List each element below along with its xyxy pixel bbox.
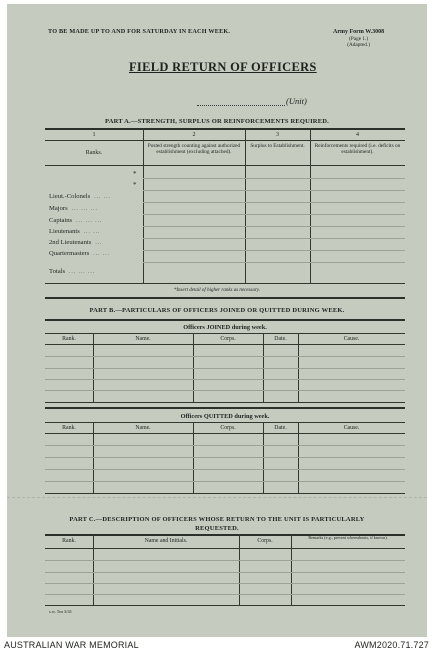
rank-row: Lieutenants ... ... <box>49 228 101 235</box>
joined-col-date: Date. <box>274 336 287 342</box>
part-c-heading-line1: PART C.—DESCRIPTION OF OFFICERS WHOSE RETURN TO THE UNIT IS PARTICULARLY <box>69 516 365 523</box>
joined-col-cause: Cause. <box>343 336 360 342</box>
rank-label: 2nd Lieutenants <box>49 239 92 246</box>
col-number-2: 2 <box>192 132 196 138</box>
part-c-heading <box>17 515 417 533</box>
part-a-bottom-rule <box>45 283 405 284</box>
part-a-row-rule <box>143 238 405 239</box>
rank-row: 2nd Lieutenants ... <box>49 239 103 246</box>
joined-heading: Officers JOINED during week. <box>183 324 267 331</box>
part-c-row-rule <box>45 572 405 573</box>
joined-col-name: Name. <box>135 336 151 342</box>
part-a-row-rule <box>143 190 405 191</box>
form-page: (Page 1.) <box>349 36 369 42</box>
part-a-col-divider-2 <box>245 128 246 284</box>
part-c-col-name: Name and Initials. <box>144 538 188 544</box>
rank-row: Captains ... ... ... <box>49 217 103 224</box>
col-number-4: 4 <box>356 132 359 138</box>
quitted-col-rank: Rank. <box>62 425 76 431</box>
higher-rank-asterisk: * <box>133 170 137 178</box>
part-a-row-rule <box>143 250 405 251</box>
part-b-heading: PART B.—PARTICULARS OF OFFICERS JOINED OR QUITTED DURING WEEK. <box>89 307 345 314</box>
quitted-col-date: Date. <box>274 425 287 431</box>
quitted-heading-rule <box>45 422 405 423</box>
rank-label: Quartermasters <box>49 250 90 257</box>
joined-heading-rule <box>45 333 405 334</box>
part-a-row-rule <box>143 202 405 203</box>
quitted-col-corps: Corps. <box>220 425 236 431</box>
quitted-heading: Officers QUITTED during week. <box>180 413 270 420</box>
col-header-posted-strength: Posted strength counting against authorized establishment (excluding attached). <box>147 143 241 156</box>
accession-number: AWM2020.71.727 <box>354 640 429 650</box>
quitted-row-rule <box>45 481 405 482</box>
col-number-3: 3 <box>276 132 279 138</box>
form-number: Army Form W.3008 <box>333 29 385 35</box>
part-b-top-rule <box>45 319 405 321</box>
rank-row: Lieut.-Colonels ... ... <box>49 193 111 200</box>
joined-col-rank: Rank. <box>62 336 76 342</box>
col-header-ranks: Ranks. <box>85 150 103 156</box>
archive-credit: AUSTRALIAN WAR MEMORIAL <box>4 640 139 650</box>
form-title: FIELD RETURN OF OFFICERS <box>129 60 317 74</box>
part-c-col-remarks: Remarks (e.g., present whereabouts, if known). <box>308 535 388 540</box>
joined-row-rule <box>45 390 405 391</box>
fold-crease <box>7 497 427 498</box>
joined-row-rule <box>45 356 405 357</box>
quitted-col-name: Name. <box>135 425 151 431</box>
joined-col-corps: Corps. <box>220 336 236 342</box>
part-a-top-rule <box>45 128 405 130</box>
part-a-col-divider-1 <box>143 128 144 284</box>
quitted-column-rule <box>45 433 405 434</box>
part-a-row-rule <box>143 178 405 179</box>
form-adapted: (Adapted.) <box>347 42 370 48</box>
col-header-reinforcements: Reinforcements required (i.e. deficits on establishment). <box>314 143 401 156</box>
part-c-bottom-rule <box>45 605 405 606</box>
rank-label: Lieut.-Colonels <box>49 193 91 200</box>
part-a-header-rule <box>45 165 405 166</box>
part-a-col-divider-3 <box>310 128 311 284</box>
rank-label: Captains <box>49 217 73 224</box>
rank-label: Majors <box>49 205 68 212</box>
joined-row-rule <box>45 368 405 369</box>
submission-instruction: TO BE MADE UP TO AND FOR SATURDAY IN EACH WEEK. <box>48 28 231 35</box>
joined-column-rule <box>45 344 405 345</box>
quitted-row-rule <box>45 445 405 446</box>
part-c-row-rule <box>45 560 405 561</box>
quitted-row-rule <box>45 469 405 470</box>
unit-entry-line <box>197 105 285 106</box>
joined-row-rule <box>45 379 405 380</box>
part-a-row-rule <box>143 214 405 215</box>
part-c-col-rank: Rank. <box>62 538 76 544</box>
higher-rank-asterisk: * <box>133 181 137 189</box>
col-header-surplus: Surplus to Establishment. <box>250 143 305 149</box>
quitted-row-rule <box>45 457 405 458</box>
part-a-number-rule <box>45 140 405 141</box>
printer-mark: s.w. 5m 3/41 <box>49 609 72 614</box>
form-number-block <box>333 29 384 48</box>
part-c-row-rule <box>45 594 405 595</box>
rank-row: Majors ... ... ... <box>49 205 98 212</box>
rank-row: Quartermasters ... ... <box>49 250 110 257</box>
unit-label: (Unit) <box>286 96 307 106</box>
part-a-heading: PART A.—STRENGTH, SURPLUS OR REINFORCEMENTS REQUIRED. <box>105 118 329 125</box>
col-number-1: 1 <box>92 132 96 138</box>
joined-bottom-rule <box>45 402 405 403</box>
army-form <box>17 4 417 637</box>
higher-ranks-footnote: *Insert detail of higher ranks as necessary. <box>173 288 261 293</box>
part-c-heading-line2: REQUESTED. <box>195 525 239 532</box>
totals-row: Totals ... ... ... <box>49 268 96 275</box>
quitted-bottom-rule <box>45 493 405 494</box>
part-a-end-rule <box>45 297 405 299</box>
part-a-row-rule <box>143 262 405 263</box>
totals-label: Totals <box>49 268 66 275</box>
part-c-column-rule <box>45 548 405 549</box>
part-c-row-rule <box>45 583 405 584</box>
part-a-row-rule <box>143 226 405 227</box>
rank-label: Lieutenants <box>49 228 80 235</box>
quitted-col-cause: Cause. <box>343 425 360 431</box>
quitted-top-rule <box>45 407 405 409</box>
part-c-col-corps: Corps. <box>257 538 273 544</box>
form-sheet <box>7 4 427 637</box>
